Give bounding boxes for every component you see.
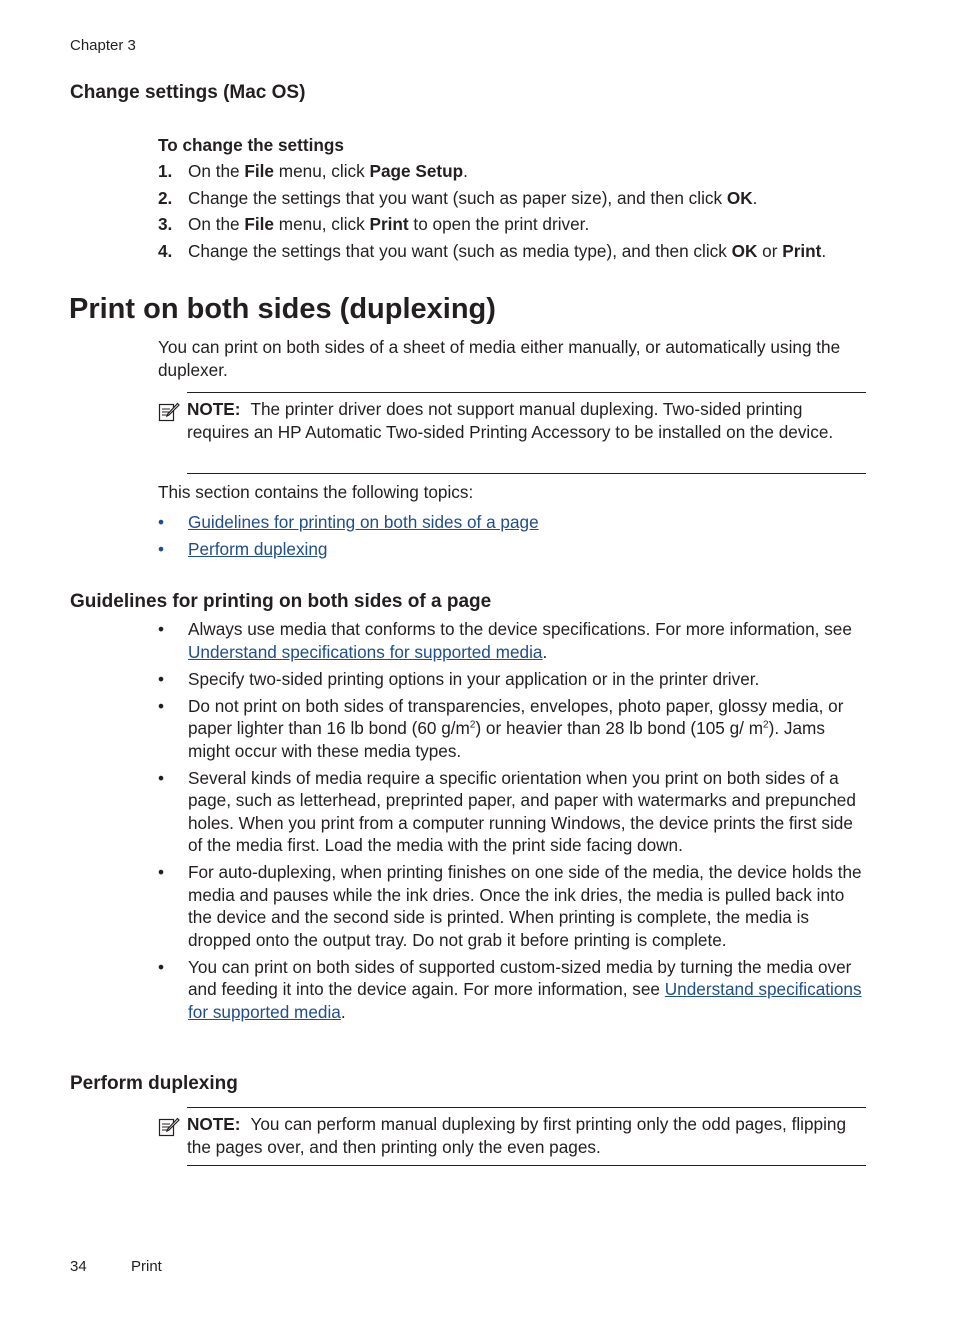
note-pencil-icon bbox=[158, 1116, 180, 1138]
note-label: NOTE: bbox=[187, 399, 241, 419]
guidelines-heading: Guidelines for printing on both sides of a page bbox=[70, 591, 492, 612]
guidelines-list bbox=[158, 618, 870, 1023]
note-pencil-icon bbox=[158, 401, 180, 423]
step-number: 2. bbox=[158, 188, 173, 208]
link-guidelines[interactable]: Guidelines for printing on both sides of a page bbox=[188, 512, 539, 532]
chapter-label: Chapter 3 bbox=[70, 37, 136, 54]
note-text: You can perform manual duplexing by first printing only the odd pages, flipping the pages over, and then printing only the even pages. bbox=[187, 1114, 847, 1157]
link-media-specs[interactable]: Understand specifications for supported media bbox=[188, 979, 862, 1022]
perform-duplexing-heading: Perform duplexing bbox=[70, 1073, 238, 1094]
list-item: • Always use media that conforms to the device specifications. For more information, see Understand specifications for supported media. bbox=[158, 619, 852, 662]
footer-section: Print bbox=[131, 1258, 162, 1275]
list-item: • Perform duplexing bbox=[158, 539, 328, 559]
note-text: The printer driver does not support manual duplexing. Two-sided printing requires an HP Automatic Two-sided Printing Accessory to be installed on the device. bbox=[187, 399, 834, 442]
list-item: • For auto-duplexing, when printing finishes on one side of the media, the device holds the media and pauses while the ink dries. Once the ink dries, the media is pulled back into the device and the second side is printed. When printing is complete, the media is dropped onto the output tray. Do not grab it before printing is complete. bbox=[158, 862, 862, 950]
duplexing-intro: You can print on both sides of a sheet of media either manually, or automatically using the duplexer. bbox=[158, 337, 841, 380]
list-item: • Do not print on both sides of transparencies, envelopes, photo paper, glossy media, or paper lighter than 16 lb bond (60 $g/m^2$) or heavier than 28 lb bond (105 g/ $m^2$). Jams might occur with these media types. bbox=[158, 695, 844, 761]
link-perform-duplexing[interactable]: Perform duplexing bbox=[188, 539, 328, 559]
step-number: 1. bbox=[158, 161, 173, 181]
page-number: 34 bbox=[70, 1258, 87, 1275]
list-item: • Specify two-sided printing options in your application or in the printer driver. bbox=[158, 668, 760, 689]
note-label: NOTE: bbox=[187, 1114, 241, 1134]
topics-list bbox=[158, 511, 870, 561]
list-item: • You can print on both sides of supported custom-sized media by turning the media over and feeding it into the device again. For more information, see Understand specifications for supported media. bbox=[158, 956, 862, 1022]
mac-settings-heading: Change settings (Mac OS) bbox=[70, 82, 306, 103]
list-item: • Several kinds of media require a specific orientation when you print on both sides of a page, such as letterhead, preprinted paper, and paper with watermarks and prepunched holes. When you print from a computer running Windows, the device prints the first side of the media first. Load the media with the print side facing down. bbox=[158, 767, 856, 855]
note-box bbox=[158, 1107, 866, 1167]
step-number: 3. bbox=[158, 214, 173, 234]
procedure-title: To change the settings bbox=[158, 135, 344, 155]
step-number: 4. bbox=[158, 241, 173, 261]
link-media-specs[interactable]: Understand specifications for supported media bbox=[188, 641, 543, 662]
topics-intro: This section contains the following topics: bbox=[158, 482, 474, 502]
note-box bbox=[158, 392, 866, 474]
list-item: • Guidelines for printing on both sides of a page bbox=[158, 512, 539, 532]
duplexing-title: Print on both sides (duplexing) bbox=[69, 293, 496, 325]
